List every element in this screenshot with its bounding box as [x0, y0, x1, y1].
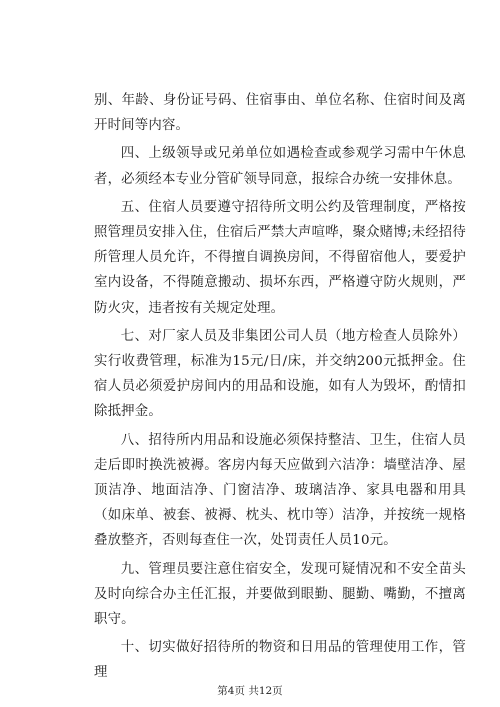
paragraph-item-5: 五、住宿人员要遵守招待所文明公约及管理制度，严格按照管理员安排入住，住宿后严禁大声喧哗，聚众赌博;未经招待所管理人员允许，不得擅自调换房间，不得留宿他人，要爱护室内设备，不得随意搬动、损坏东西，严格遵守防火规则，严防火灾，违者按有关规定处理。	[94, 199, 466, 316]
paragraph-item-7: 七、对厂家人员及非集团公司人员（地方检查人员除外）实行收费管理，标准为15元/日/床，并交纳200元抵押金。住宿人员必须爱护房间内的用品和设施，如有人为毁坏，酌情扣除抵押金。	[94, 328, 466, 420]
paragraph-item-4: 四、上级领导或兄弟单位如遇检查或参观学习需中午休息者，必须经本专业分管矿领导同意，报综合办统一安排休息。	[94, 146, 466, 187]
document-body	[94, 88, 466, 689]
paragraph-continuation: 别、年龄、身份证号码、住宿事由、单位名称、住宿时间及离开时间等内容。	[94, 93, 466, 134]
page-number-footer: 第4页 共12页	[217, 685, 283, 697]
paragraph-item-9: 九、管理员要注意住宿安全，发现可疑情况和不安全苗头及时向综合办主任汇报，并要做到眼勤、腿勤、嘴勤，不擅离职守。	[94, 561, 466, 628]
paragraph-item-8: 八、招待所内用品和设施必须保持整洁、卫生，住宿人员走后即时换洗被褥。客房内每天应做到六洁净：墙壁洁净、屋顶洁净、地面洁净、门窗洁净、玻璃洁净、家具电器和用具（如床单、被套、被褥、枕头、枕巾等）洁净，并按统一规格叠放整齐，否则每查住一次，处罚责任人员10元。	[94, 432, 466, 549]
paragraph-item-10: 十、切实做好招待所的物资和日用品的管理使用工作，管理	[94, 640, 466, 681]
